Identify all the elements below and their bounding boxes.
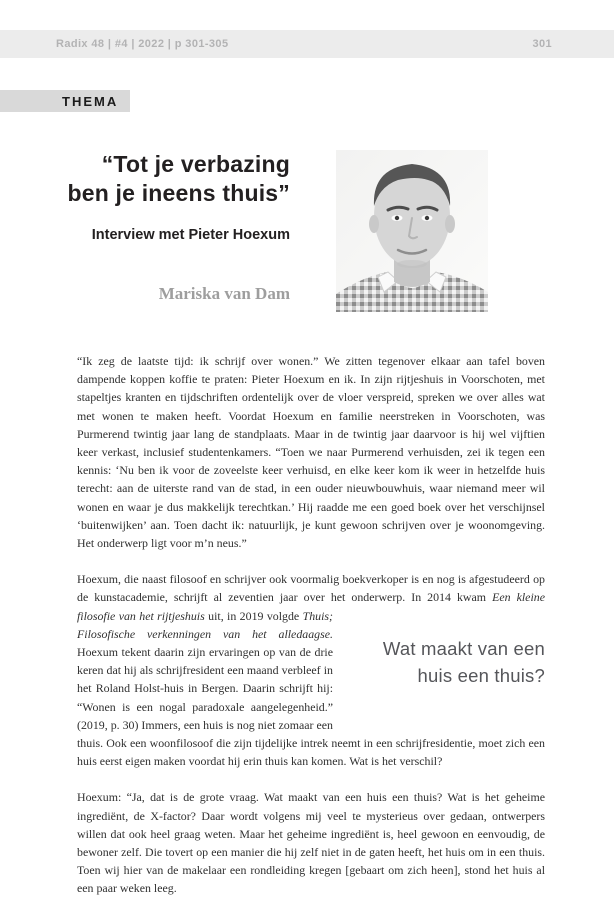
pull-quote [347,607,545,716]
article-body [77,352,545,898]
page-number: 301 [532,38,552,50]
running-header [0,30,614,58]
portrait-photo [336,150,488,312]
article-title [30,150,290,208]
body-paragraph-2 [77,570,545,770]
portrait-illustration [336,150,488,312]
pull-quote-text: Wat maakt van een huis een thuis? [382,637,545,686]
body-paragraph-1: “Ik zeg de laatste tijd: ik schrijf over wonen.” We zitten tegenover elkaar aan tafel boven dampende koppen koffie te praten: Pieter Hoexum en ik. In zijn rijtjeshuis in Voorschoten, met stapeltjes kranten en tijdschriften ordentelijk over de vloer verspreid, spreken we over alles wat met wonen te maken heeft. Voordat Hoexum en familie neerstreken in Voorschoten, was Purmerend twintig jaar lang de standplaats. Maar in de twintig jaar daarvoor is hij wel vijftien keer verkast, inclusief studentenkamers. “Toen we naar Purmerend verhuisden, zei ik tegen een kennis: ‘Nu ben ik voor de zoveelste keer verhuisd, en elke keer kom ik weer in hetzelfde huis terecht: aan de uiterste rand van de stad, in een ouder nieuwbouwhuis, waar niemand meer wil wonen en waar je dus makkelijk terechtkan.’ Hij raadde me een goed boek over het verschijnsel ‘buitenwijken’ aan. Toen dacht ik: natuurlijk, je kunt gewoon schrijven over je woonomgeving. Het onderwerp ligt voor m’n neus.” [77,354,545,551]
theme-label: THEMA [62,93,119,109]
body-paragraph-2-text: Hoexum, die naast filosoof en schrijver ook voormalig boekverkoper is en nog is afgestudeerd op de kunstacademie, schrijft al zeventien jaar over het onderwerp. In 2014 kwam Een kleine filosofie van het rijtjeshuis uit, in 2019 volgde Thuis; Filosofische verkenningen van het alledaagse. Hoexum tekent daarin zijn ervaringen op van de drie keren dat hij als schrijfresident een maand verbleef in het Roland Holst-huis in Bergen. Daarin schrijft hij: “Wonen is een nogal paradoxale aangelegenheid.” (2019, p. 30) Immers, een huis is nog niet zomaar een thuis. Ook een woonfilosoof die zijn tijdelijke intrek neemt in een schrijfresidentie, moet zich een huis eerst eigen maken voordat hij erin thuis kan komen. Wat is het verschil? [77,572,545,769]
article-title-line-1: “Tot je verbazing [101,151,290,177]
article-subtitle: Interview met Pieter Hoexum [91,227,290,243]
title-block [30,150,290,304]
body-paragraph-3: Hoexum: “Ja, dat is de grote vraag. Wat maakt van een huis een thuis? Wat is het geheime ingrediënt, de X-factor? Daar wordt volgens mij veel te mysterieus over gedaan, ontwerpers willen dat ook heel graag weten. Maar het geheime ingrediënt is, heel gewoon en eenvoudig, de bewoner zelf. Die tovert op een manier die hij zelf niet in de gaten heeft, het huis om in een thuis. Toen wij hier van de makelaar een rondleiding kregen [gebaart om zich heen], stond het huis al een paar weken leeg. [77,790,545,896]
theme-tag [0,90,130,112]
journal-citation: Radix 48 | #4 | 2022 | p 301-305 [56,38,229,50]
article-title-line-2: ben je ineens thuis” [67,180,290,206]
author-name: Mariska van Dam [158,284,290,303]
